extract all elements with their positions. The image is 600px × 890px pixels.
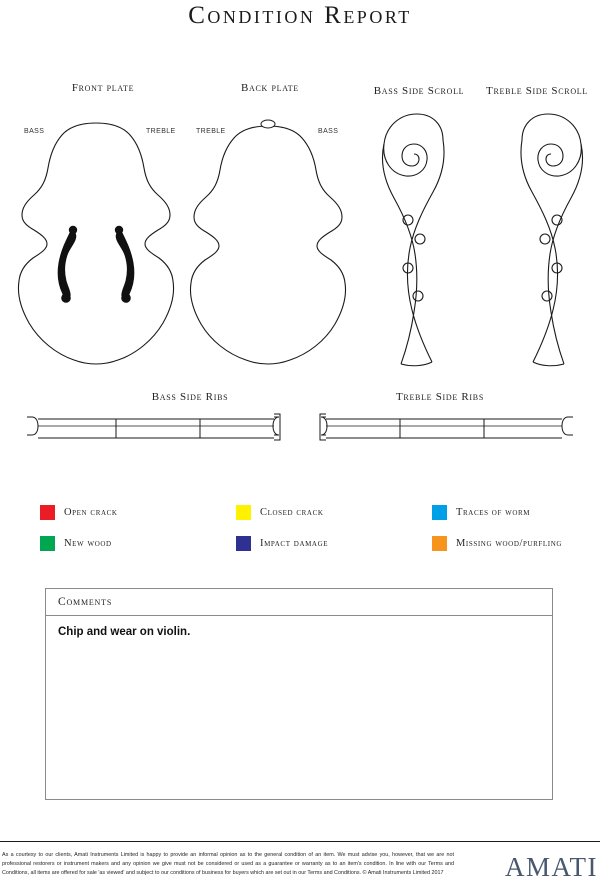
footer-disclaimer: As a courtesy to our clients, Amati Instruments Limited is happy to provide an informal opinion as to the general condition of an item. We must advise you, however, that we are not professional restorers or instrument makers and any opinion we give must not be considered or used as a guarantee or warranty as to an item's condition. In line with our Terms and Conditions, all items are offered for sale 'as viewed' and subject to our conditions of business for buyers which are set out in our Terms and Conditions. © Amati Instruments Limited 2017 xyxy=(2,852,454,876)
swatch-open-crack xyxy=(40,505,55,520)
legend-label-impact-damage: Impact damage xyxy=(260,538,329,549)
treble-side-ribs-diagram xyxy=(318,405,576,450)
treble-side-scroll-diagram xyxy=(490,106,595,368)
bass-side-ribs-label: Bass Side Ribs xyxy=(151,391,229,403)
bass-side-scroll-label: Bass Side Scroll xyxy=(373,85,465,97)
back-plate-bass-marker: BASS xyxy=(318,128,339,135)
swatch-new-wood xyxy=(40,536,55,551)
front-plate-treble-marker: TREBLE xyxy=(146,128,176,135)
legend-label-missing-wood: Missing wood/purfling xyxy=(456,538,563,549)
legend-item-open-crack xyxy=(40,505,236,520)
bass-side-ribs-diagram xyxy=(24,405,282,450)
amati-logo: AMATI xyxy=(505,852,598,882)
page-title: Condition Report xyxy=(188,2,412,29)
treble-side-scroll-label: Treble Side Scroll xyxy=(486,85,588,97)
treble-side-ribs-label: Treble Side Ribs xyxy=(396,391,484,403)
legend-item-traces-of-worm xyxy=(432,505,580,520)
legend-label-open-crack: Open crack xyxy=(64,507,118,518)
back-plate-diagram xyxy=(186,118,351,368)
swatch-missing-wood xyxy=(432,536,447,551)
legend-label-new-wood: New wood xyxy=(64,538,112,549)
legend-row xyxy=(40,505,580,520)
comments-header-label: Comments xyxy=(58,596,113,608)
legend-item-missing-wood xyxy=(432,536,580,551)
legend-row xyxy=(40,536,580,551)
comments-header xyxy=(46,589,552,616)
back-plate-label: Back plate xyxy=(241,82,299,94)
legend-label-closed-crack: Closed crack xyxy=(260,507,324,518)
legend-item-closed-crack xyxy=(236,505,432,520)
footer-divider xyxy=(0,841,600,842)
comments-box xyxy=(45,588,553,800)
swatch-impact-damage xyxy=(236,536,251,551)
back-plate-treble-marker: TREBLE xyxy=(196,128,226,135)
swatch-closed-crack xyxy=(236,505,251,520)
legend-label-traces-of-worm: Traces of worm xyxy=(456,507,531,518)
front-plate-diagram xyxy=(14,118,179,368)
bass-side-scroll-diagram xyxy=(370,106,475,368)
swatch-traces-of-worm xyxy=(432,505,447,520)
legend-item-impact-damage xyxy=(236,536,432,551)
front-plate-bass-marker: BASS xyxy=(24,128,45,135)
comments-text: Chip and wear on violin. xyxy=(58,626,191,638)
front-plate-label: Front plate xyxy=(71,82,135,94)
damage-legend xyxy=(40,505,580,567)
legend-item-new-wood xyxy=(40,536,236,551)
